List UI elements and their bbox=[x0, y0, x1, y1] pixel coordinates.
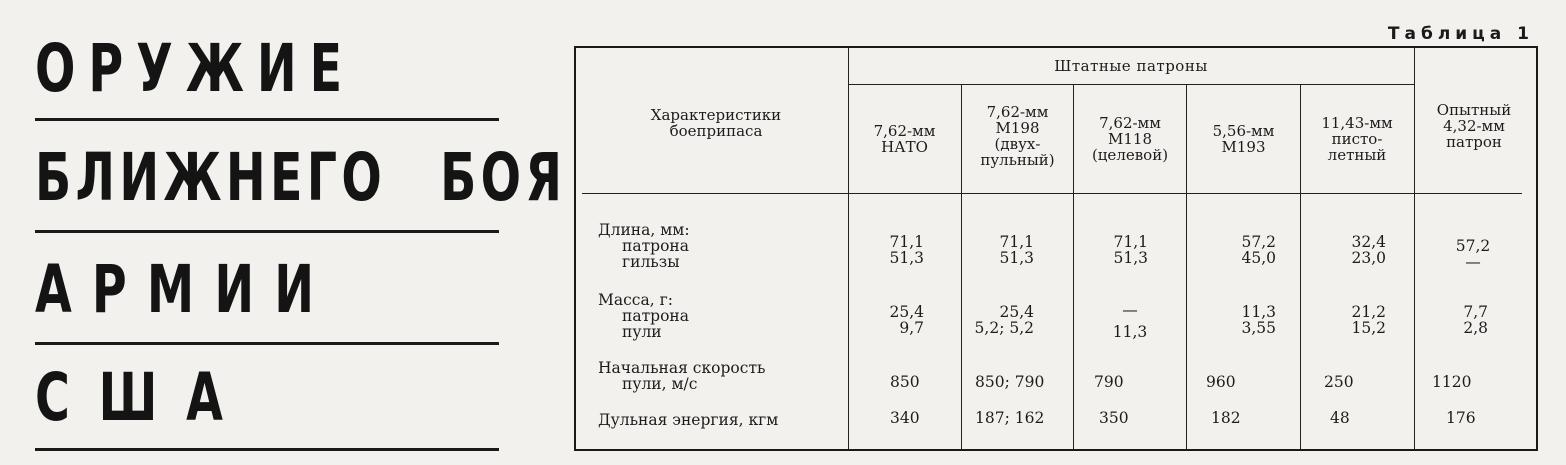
column-header-experimental: Опытный 4,32-мм патрон bbox=[1436, 101, 1512, 151]
row-sublabel: гильзы bbox=[622, 253, 680, 271]
column-header-pistol: 11,43-мм писто- летный bbox=[1321, 114, 1393, 164]
group-header-rule bbox=[848, 84, 1414, 85]
cell-value: 71,1 bbox=[889, 233, 924, 251]
row-label-mass: Масса, г: bbox=[598, 291, 673, 309]
cell-value: 350 bbox=[1099, 409, 1129, 427]
cell-value: — bbox=[1122, 301, 1138, 319]
column-header-m193: 5,56-мм М193 bbox=[1212, 122, 1275, 156]
cell-value: 176 bbox=[1446, 409, 1476, 427]
title-divider bbox=[35, 342, 499, 345]
column-header-nato: 7,62-мм НАТО bbox=[873, 122, 936, 156]
row-sublabel: пули bbox=[622, 323, 662, 341]
cell-value: — bbox=[1465, 253, 1481, 271]
column-divider bbox=[1300, 84, 1301, 449]
row-sublabel: патрона bbox=[622, 237, 689, 255]
cell-value: 57,2 bbox=[1241, 233, 1276, 251]
cell-value: 5,2; 5,2 bbox=[974, 319, 1034, 337]
cell-value: 3,55 bbox=[1241, 319, 1276, 337]
title-divider bbox=[35, 448, 499, 451]
cell-value: 11,3 bbox=[1112, 323, 1148, 341]
column-divider bbox=[1073, 84, 1074, 449]
column-divider bbox=[961, 84, 962, 449]
row-label-velocity: Начальная скорость bbox=[598, 359, 766, 377]
column-divider bbox=[1186, 84, 1187, 449]
title-line-3: АРМИИ bbox=[35, 251, 335, 328]
cell-value: 71,1 bbox=[1113, 233, 1148, 251]
cell-value: 850 bbox=[890, 373, 920, 391]
column-divider bbox=[1414, 48, 1415, 449]
row-sublabel: патрона bbox=[622, 307, 689, 325]
row-label-length: Длина, мм: bbox=[598, 221, 690, 239]
cell-value: 2,8 bbox=[1463, 319, 1488, 337]
cell-value: 57,2 bbox=[1455, 237, 1491, 255]
cell-value: 23,0 bbox=[1351, 249, 1386, 267]
column-header-m118: 7,62-мм М118 (целевой) bbox=[1091, 114, 1169, 164]
cell-value: 15,2 bbox=[1351, 319, 1386, 337]
cell-value: 51,3 bbox=[1113, 249, 1148, 267]
cell-value: 340 bbox=[890, 409, 920, 427]
cell-value: 45,0 bbox=[1241, 249, 1276, 267]
cell-value: 11,3 bbox=[1241, 303, 1276, 321]
column-divider bbox=[848, 48, 849, 449]
cell-value: 7,7 bbox=[1463, 303, 1488, 321]
title-divider bbox=[35, 118, 499, 121]
cell-value: 250 bbox=[1324, 373, 1354, 391]
title-line-1: ОРУЖИЕ bbox=[35, 30, 356, 107]
row-label-energy: Дульная энергия, кгм bbox=[598, 411, 779, 429]
cell-value: 48 bbox=[1330, 409, 1350, 427]
cell-value: 182 bbox=[1211, 409, 1241, 427]
cell-value: 850; 790 bbox=[975, 373, 1045, 391]
cell-value: 51,3 bbox=[889, 249, 924, 267]
header-bottom-rule bbox=[582, 193, 1522, 194]
cell-value: 187; 162 bbox=[975, 409, 1045, 427]
cell-value: 21,2 bbox=[1351, 303, 1386, 321]
cell-value: 1120 bbox=[1432, 373, 1472, 391]
cell-value: 960 bbox=[1206, 373, 1236, 391]
title-divider bbox=[35, 230, 499, 233]
cell-value: 790 bbox=[1094, 373, 1124, 391]
cell-value: 25,4 bbox=[889, 303, 924, 321]
row-sublabel: пули, м/с bbox=[622, 375, 698, 393]
cell-value: 25,4 bbox=[999, 303, 1034, 321]
cell-value: 51,3 bbox=[999, 249, 1034, 267]
group-header: Штатные патроны bbox=[1054, 57, 1208, 75]
cell-value: 71,1 bbox=[999, 233, 1034, 251]
title-line-2: БЛИЖНЕГО БОЯ bbox=[35, 139, 567, 216]
cell-value: 9,7 bbox=[899, 319, 924, 337]
column-header-m198: 7,62-мм М198 (двух- пульный) bbox=[980, 103, 1055, 169]
header-label: Характеристики боеприпаса bbox=[650, 106, 782, 140]
cell-value: 32,4 bbox=[1351, 233, 1386, 251]
title-line-4: США bbox=[35, 359, 252, 436]
ammo-table bbox=[574, 46, 1538, 451]
table-caption: Таблица 1 bbox=[1387, 24, 1534, 44]
